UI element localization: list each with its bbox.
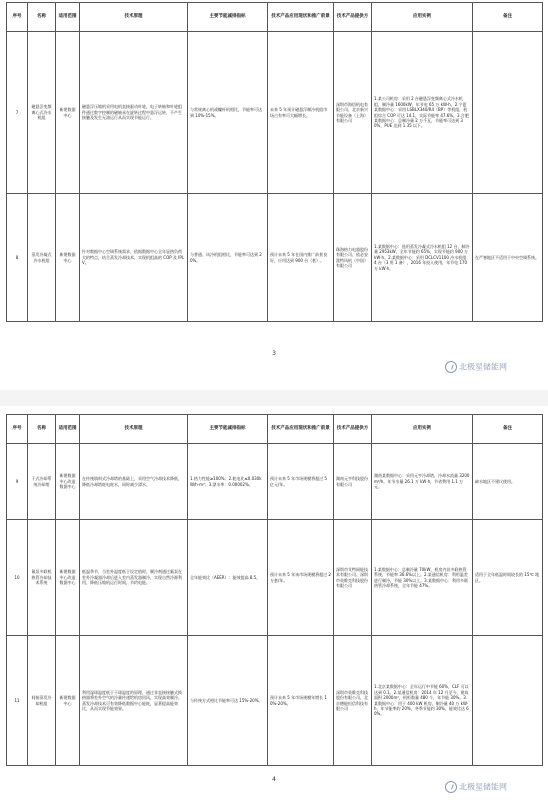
cell-scope: 新建数据中心改造数据中心 xyxy=(56,520,80,636)
header-example: 应用实例 xyxy=(372,415,473,444)
header-example: 应用实例 xyxy=(372,3,473,32)
cell-status: 未来 5 年预计磁悬浮制冷机组市场占有率可大幅增长。 xyxy=(268,32,334,194)
header-status: 技术产品应用现状和推广前景 xyxy=(268,3,334,32)
header-name: 名称 xyxy=(28,3,56,32)
cell-scope: 新建数据中心 xyxy=(56,194,80,322)
watermark-text: 北极星储能网 xyxy=(459,782,507,792)
header-status: 技术产品应用现状和推广前景 xyxy=(268,415,334,444)
cell-indicator: 与普通、风冷机组相比，节能率可达到 20%。 xyxy=(188,194,268,322)
table-row xyxy=(7,444,543,520)
cell-indicator: 1.热力性能≥100%；2.耗电比≤0.030kW/h·m³；3.漂水率：0.00002%。 xyxy=(188,444,268,520)
cell-status: 预计未来 5 年市场规模将超过 5 亿元/年。 xyxy=(268,444,334,520)
table-header-row xyxy=(7,3,543,32)
table-row xyxy=(7,636,543,766)
cell-no: 9 xyxy=(7,444,28,520)
header-indicator: 主要节能减排指标 xyxy=(188,3,268,32)
cell-name: 干式冷却系统冷却塔 xyxy=(28,444,56,520)
cell-principle: 针对数据中心空调系统需求，依据数据中心全年显热负荷大的特点，结合蒸发冷却技术，实现机组高的 COP 及 IPLV。 xyxy=(80,194,188,322)
table-row xyxy=(7,194,543,322)
cell-provider: 深圳市英维克科技股份有限公司、北京德能恒信科技有限公司 xyxy=(334,636,372,766)
cell-provider: 深圳市海悟机电有限公司、北京新兴节能设备（上海）有限公司 xyxy=(334,32,372,194)
table-row xyxy=(7,520,543,636)
cell-note: 适用于全年低温时间较长的 15℃ 地区。 xyxy=(473,520,543,636)
header-principle: 技术原理 xyxy=(80,3,188,32)
cell-note xyxy=(473,636,543,766)
table-header-row xyxy=(7,415,543,444)
document-page-4 xyxy=(0,406,548,800)
technology-table xyxy=(6,414,543,766)
cell-principle: 低温季节，当室外温度低于设定值时，制冷剂通过氟泵在室外冷凝器冷却后进入室内蒸发器制冷，实现自然冷源利用，降低压缩机运行时间，节约电能。 xyxy=(80,520,188,636)
page-number: 3 xyxy=(272,350,276,357)
cell-provider: 深圳市艾特网能技术有限公司、深圳市英维克科技股份有限公司 xyxy=(334,520,372,636)
cell-note: 缺水地区不建议使用。 xyxy=(473,444,543,520)
cell-name: 氟泵多联机热管冷却技术系统 xyxy=(28,520,56,636)
cell-example: 1.某公司机房：采用 2 台磁悬浮变频离心式冷水机组，制冷量 1600kW，年节电 65 万 kW·h。2.宁夏某数据中心：采用 LSBLX340/R4（BP）等机组，机组综合 COP 可达 14.1，实际节能率 47.6%。3.合肥某数据中心：总制冷量 2 万千瓦，节能率可达到 30%，PUE 达到 1.35 以下。 xyxy=(372,32,473,194)
cell-scope: 新建数据中心 xyxy=(56,636,80,766)
cell-status: 预计未来 5 年该市场规模将超过 2 万套/年。 xyxy=(268,520,334,636)
cell-name: 蒸发冷凝式冷水机组 xyxy=(28,194,56,322)
header-no: 序号 xyxy=(7,3,28,32)
cell-no: 10 xyxy=(7,520,28,636)
cell-no: 8 xyxy=(7,194,28,322)
header-note: 备注 xyxy=(473,3,543,32)
cell-principle: 磁悬浮压缩机采用电机直接驱动叶轮，电子转轴和叶轮组件通过数字控制的磁轴承在旋转过程中悬浮运转，不产生接触及发生无油运行从而实现节能运行。 xyxy=(80,32,188,194)
watermark-logo-icon xyxy=(445,781,457,793)
cell-indicator: 与传统方式相比节能率可达 15%-20%。 xyxy=(188,636,268,766)
cell-scope: 新建数据中心 xyxy=(56,32,80,194)
cell-no: 7 xyxy=(7,32,28,194)
cell-example: 1.某数据中心：选用蒸发冷凝式冷水机组 12 台，制冷量 2953kW，全年节能约 65%，实现节能约 900 万 kW·h。2.某数据中心：采用 DCLCV1100 冷水机组 4 台（3 用 1 备），2016 年投入使用，年节电 170 万 kW·h。 xyxy=(372,194,473,322)
document-page-3 xyxy=(0,0,548,392)
header-provider: 技术产品提供方 xyxy=(334,415,372,444)
cell-no: 11 xyxy=(7,636,28,766)
cell-example: 1.北京某数据中心：全年运行中节能 60%，CLF 可以达到 0.1。2.某通信机房：2014 年 12 月至今，建筑面积 2000m²，机柜数量 480 个，年节能 30%。3.某数据中心：用于 400 kW 机房，制冷量 40 万 kW·h，年节能率约 20%，冬季节能约 30%，能效比达 60%。 xyxy=(372,636,473,766)
cell-name: 间接蒸发冷却机组 xyxy=(28,636,56,766)
header-name: 名称 xyxy=(28,415,56,444)
cell-example: 1.某数据中心：总制冷量 70kW，机房内设多联热管系统，节能率 36.6%以上。2.某通信机房：利用温差进行制冷，节能 30%以上。3.某数据中心：利用多联热管冷却系统，全年节能 47%。 xyxy=(372,520,473,636)
cell-name: 磁悬浮变频离心式冷水机组 xyxy=(28,32,56,194)
cell-indicator: 全年能效比（AEER）：能效提高 8.5。 xyxy=(188,520,268,636)
header-indicator: 主要节能减排指标 xyxy=(188,415,268,444)
watermark xyxy=(445,361,507,373)
header-provider: 技术产品提供方 xyxy=(334,3,372,32)
cell-note: 在严寒地区不适用于中央空调系统。 xyxy=(473,194,543,322)
watermark-text: 北极星储能网 xyxy=(459,362,507,372)
technology-table xyxy=(6,2,543,322)
watermark xyxy=(445,781,507,793)
page-number: 4 xyxy=(272,776,276,783)
cell-provider: 珠海格力电器股份有限公司、依必安派特风机（中国）有限公司 xyxy=(334,194,372,322)
header-no: 序号 xyxy=(7,415,28,444)
cell-principle: 在传统填料式冷却塔的基础上，采用空气冷却技术降低，降低冷却塔耗电耗水，同时减少漂水。 xyxy=(80,444,188,520)
cell-provider: 湖南元亨科技股份有限公司 xyxy=(334,444,372,520)
header-principle: 技术原理 xyxy=(80,415,188,444)
header-scope: 适用范围 xyxy=(56,3,80,32)
watermark-logo-icon xyxy=(445,361,457,373)
cell-status: 预计未来 5 年在国内推广前景良好，应用达到 900 台（套）。 xyxy=(268,194,334,322)
page-separator xyxy=(0,390,548,406)
cell-principle: 利用湿球温度低于干球温度的原理，通过非直接接触式换热器将室外空气的冷量传递给机房回风，实现高效制冷。蒸发冷却技术可有效降低数据中心能耗，显著提高能效比，从而实现节能效果。 xyxy=(80,636,188,766)
cell-status: 预计未来 5 年市场规模年增长 10%-20%。 xyxy=(268,636,334,766)
cell-scope: 新建数据中心改造数据中心 xyxy=(56,444,80,520)
header-note: 备注 xyxy=(473,415,543,444)
cell-example: 湖南某数据中心：采用元亨冷却塔，冷却水流量 3200 m³/h，年节水量 26.1 万 kW·h，节省费用 1.1 万元。 xyxy=(372,444,473,520)
cell-note xyxy=(473,32,543,194)
header-scope: 适用范围 xyxy=(56,415,80,444)
cell-indicator: 与常规离心机或螺杆机相比，节能率可达到 10%-15%。 xyxy=(188,32,268,194)
table-row xyxy=(7,32,543,194)
